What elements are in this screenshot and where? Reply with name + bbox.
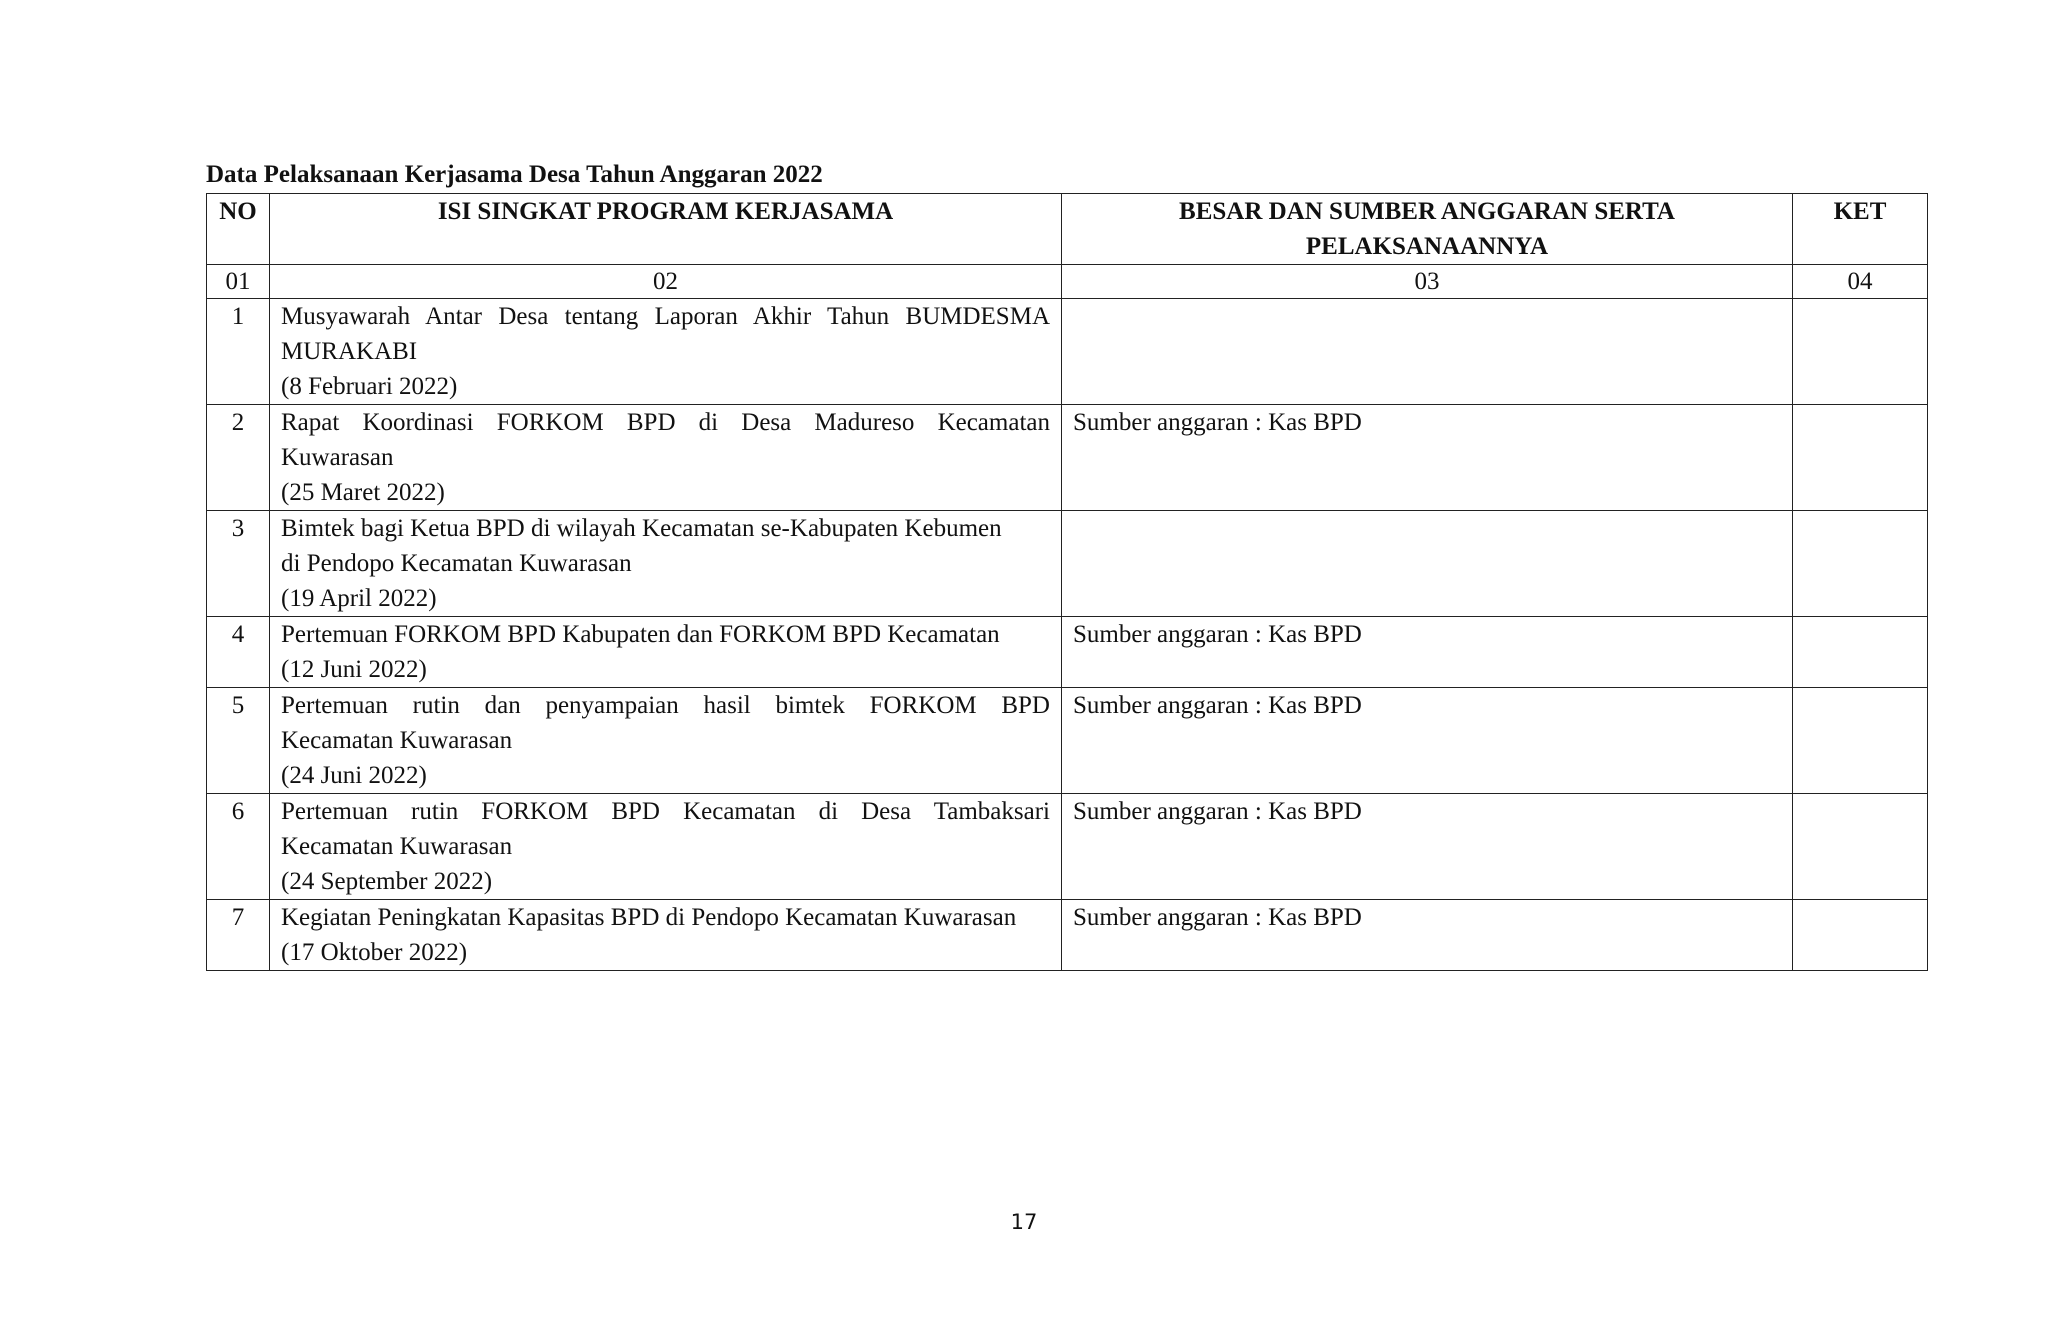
budget-cell [1062,511,1793,617]
ket-cell [1793,405,1928,511]
program-line: Kuwarasan [281,444,394,471]
header-budget-line1: BESAR DAN SUMBER ANGGARAN SERTA [1179,198,1675,225]
ket-cell [1793,688,1928,794]
table-row [207,688,1928,794]
program-cell [270,688,1062,794]
budget-cell: Sumber anggaran : Kas BPD [1062,900,1793,971]
column-number-row [207,265,1928,299]
budget-cell: Sumber anggaran : Kas BPD [1062,794,1793,900]
program-cell [270,900,1062,971]
program-line: Kecamatan Kuwarasan [281,833,513,860]
ket-cell [1793,900,1928,971]
program-date: (17 Oktober 2022) [281,939,468,966]
row-number: 7 [207,900,270,971]
header-program: ISI SINGKAT PROGRAM KERJASAMA [270,194,1062,265]
program-cell [270,511,1062,617]
program-line: Pertemuan rutin dan penyampaian hasil bimtek FORKOM BPD [281,692,1050,719]
program-line: MURAKABI [281,338,418,365]
row-number: 5 [207,688,270,794]
program-date: (19 April 2022) [281,585,437,612]
program-date: (12 Juni 2022) [281,656,427,683]
program-cell [270,405,1062,511]
program-date: (8 Februari 2022) [281,373,458,400]
table-row [207,405,1928,511]
program-line: Kegiatan Peningkatan Kapasitas BPD di Pendopo Kecamatan Kuwarasan [281,904,1017,931]
row-number: 4 [207,617,270,688]
column-number: 03 [1062,265,1793,299]
program-cell [270,299,1062,405]
header-budget-line2: PELAKSANAANNYA [1305,233,1549,260]
table-row [207,511,1928,617]
program-cell [270,794,1062,900]
program-line: Musyawarah Antar Desa tentang Laporan Akhir Tahun BUMDESMA [281,303,1050,330]
program-cell [270,617,1062,688]
document-title: Data Pelaksanaan Kerjasama Desa Tahun Anggaran 2022 [206,161,823,188]
column-number: 04 [1793,265,1928,299]
column-number: 02 [270,265,1062,299]
table-row [207,617,1928,688]
table-header-row [207,194,1928,265]
budget-cell: Sumber anggaran : Kas BPD [1062,617,1793,688]
ket-cell [1793,511,1928,617]
table-row [207,299,1928,405]
ket-cell [1793,617,1928,688]
row-number: 2 [207,405,270,511]
row-number: 1 [207,299,270,405]
page-number: 17 [1010,1210,1038,1234]
program-line: di Pendopo Kecamatan Kuwarasan [281,550,632,577]
program-line: Pertemuan rutin FORKOM BPD Kecamatan di Desa Tambaksari [281,798,1050,825]
program-line: Rapat Koordinasi FORKOM BPD di Desa Madureso Kecamatan [281,409,1050,436]
budget-cell: Sumber anggaran : Kas BPD [1062,405,1793,511]
program-line: Kecamatan Kuwarasan [281,727,513,754]
program-date: (24 Juni 2022) [281,762,427,789]
header-no: NO [207,194,270,265]
column-number: 01 [207,265,270,299]
table-row [207,794,1928,900]
budget-cell: Sumber anggaran : Kas BPD [1062,688,1793,794]
ket-cell [1793,299,1928,405]
budget-cell [1062,299,1793,405]
program-line: Pertemuan FORKOM BPD Kabupaten dan FORKOM BPD Kecamatan [281,621,1000,648]
ket-cell [1793,794,1928,900]
program-line: Bimtek bagi Ketua BPD di wilayah Kecamatan se-Kabupaten Kebumen [281,515,1002,542]
program-date: (25 Maret 2022) [281,479,445,506]
row-number: 6 [207,794,270,900]
header-budget [1062,194,1793,265]
program-date: (24 September 2022) [281,868,493,895]
row-number: 3 [207,511,270,617]
table-row [207,900,1928,971]
cooperation-table [206,193,1928,971]
header-ket: KET [1793,194,1928,265]
